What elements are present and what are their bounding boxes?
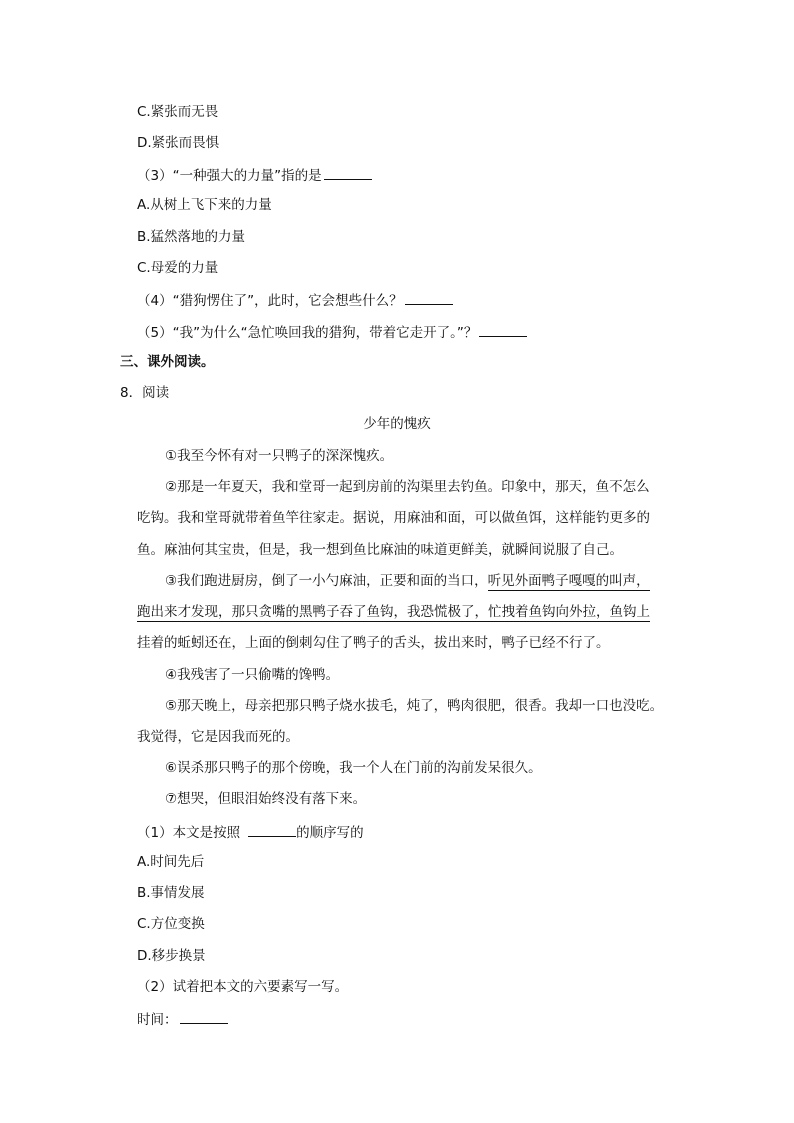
sub1-option-a: A.时间先后 [137, 854, 205, 870]
sub-question-3-text: （3）“一种强大的力量”指的是 [137, 168, 322, 184]
paragraph-2-line-2: 吃钩。我和堂哥就带着鱼竿往家走。据说，用麻油和面，可以做鱼饵，这样能钓更多的 [137, 510, 650, 526]
paragraph-1: ①我至今怀有对一只鸭子的深深愧疚。 [165, 448, 394, 464]
paragraph-3-line-2 [137, 603, 650, 621]
sub3-option-a: A.从树上飞下来的力量 [137, 197, 272, 213]
sub1-option-b: B.事情发展 [137, 885, 205, 901]
paragraph-3-line-1 [165, 572, 650, 590]
sub1-option-c: C.方位变换 [137, 916, 205, 932]
paragraph-4: ④我残害了一只偷嘴的馋鸭。 [165, 667, 340, 683]
paragraph-3-text: ③我们跑进厨房，倒了一小勺麻油，正要和面的当口， [165, 573, 488, 589]
answer-blank[interactable] [405, 290, 453, 305]
sub3-option-b: B.猛然落地的力量 [137, 229, 246, 245]
paragraph-5-line-1: ⑤那天晚上，母亲把那只鸭子烧水拔毛，炖了，鸭肉很肥，很香。我却一口也没吃。 [165, 698, 664, 714]
question-8-label: 8．阅读 [120, 385, 170, 401]
sub-question-4 [137, 290, 453, 310]
paragraph-2-line-3: 鱼。麻油何其宝贵，但是，我一想到鱼比麻油的味道更鲜美，就瞬间说服了自己。 [137, 542, 623, 558]
sub-question-5 [137, 322, 527, 342]
option-d-prev: D.紧张而畏惧 [137, 135, 220, 151]
paragraph-5-line-2: 我觉得，它是因我而死的。 [137, 729, 299, 745]
paragraph-6: ⑥误杀那只鸭子的那个傍晚，我一个人在门前的沟前发呆很久。 [165, 760, 542, 776]
sub3-option-c: C.母爱的力量 [137, 260, 219, 276]
paragraph-7: ⑦想哭，但眼泪始终没有落下来。 [165, 791, 367, 807]
sub-question-5-text: （5）“我”为什么“急忙唤回我的猎狗，带着它走开了。”？ [137, 325, 478, 341]
answer-blank[interactable] [248, 822, 296, 837]
paragraph-2-line-1: ②那是一年夏天，我和堂哥一起到房前的沟渠里去钓鱼。印象中，那天，鱼不怎么 [165, 479, 650, 495]
answer-blank[interactable] [479, 322, 527, 337]
sub-question-1-text: （1）本文是按照 [137, 825, 241, 841]
sub1-option-d: D.移步换景 [137, 948, 206, 964]
option-c-prev: C.紧张而无畏 [137, 104, 219, 120]
answer-blank[interactable] [180, 1009, 228, 1024]
answer-blank[interactable] [324, 165, 372, 180]
time-field [137, 1009, 228, 1029]
underlined-text: 跑出来才发现，那只贪嘴的黑鸭子吞了鱼钩，我恐慌极了，忙拽着鱼钩向外拉，鱼钩上 [137, 604, 650, 620]
sub-question-4-text: （4）“猎狗愣住了”，此时，它会想些什么？ [137, 293, 403, 309]
paragraph-3-line-3: 挂着的蚯蚓还在，上面的倒刺勾住了鸭子的舌头，拔出来时，鸭子已经不行了。 [137, 635, 610, 651]
sub-question-1-suffix: 的顺序写的 [296, 825, 364, 841]
sub-question-2: （2）试着把本文的六要素写一写。 [137, 979, 349, 995]
time-label: 时间： [137, 1012, 178, 1028]
section-heading: 三、课外阅读。 [120, 354, 215, 370]
passage-title: 少年的愧疚 [363, 416, 431, 432]
sub-question-3 [137, 165, 372, 185]
sub-question-1 [137, 822, 364, 842]
underlined-text: 听见外面鸭子嘎嘎的叫声， [487, 573, 650, 589]
